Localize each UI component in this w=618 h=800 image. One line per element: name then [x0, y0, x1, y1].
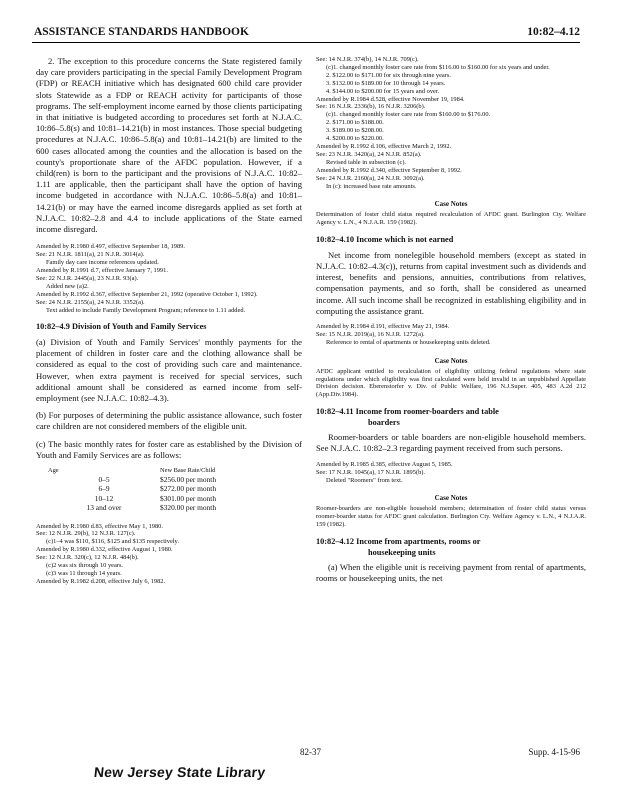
age-cell: 0–5	[98, 474, 110, 484]
history-line: See: 21 N.J.R. 1811(a), 21 N.J.R. 3014(a).	[36, 251, 145, 259]
section-heading	[316, 537, 586, 558]
supplement-date: Supp. 4-15-96	[528, 747, 580, 757]
history-line: See: 24 N.J.R. 2160(a), 24 N.J.R. 3092(a).	[316, 174, 425, 182]
history-line: Amended by R.1992 d.106, effective March 2, 1992.	[316, 142, 452, 150]
section-heading-line: 10:82–4.11 Income from roomer-boarders and table	[316, 407, 499, 417]
section-heading-line: boarders	[368, 417, 400, 427]
history-line: Text added to include Family Development Program; reference to 1.11 added.	[46, 306, 246, 314]
paragraph-c: (c) The basic monthly rates for foster care as established by the Division of Youth and Family Services are as follows:	[36, 438, 302, 460]
history-line: 2. $171.00 to $188.00.	[326, 119, 384, 127]
rate-cell: $272.00 per month	[160, 484, 217, 494]
right-column	[316, 56, 586, 585]
history-line: (c)1. changed monthly foster care rate from $160.00 to $176.00.	[326, 111, 491, 119]
history-line: See: 17 N.J.R. 1045(a), 17 N.J.R. 1895(b).	[316, 468, 425, 476]
history-line: Amended by R.1984 d.191, effective May 21, 1984.	[316, 322, 450, 330]
section-body: Net income from nonelegible household members (except as stated in N.J.A.C. 10:82–4.3(c)), returns from capital investment such as dividends and interest, benefits and pensions, annuities, contributions from relatives, compensation payments, and so forth, shall be considered as unearned income. All such income shall be recognized in establishing eligibility and in computing the assistance grant.	[316, 249, 586, 316]
history-note	[316, 323, 586, 347]
header-section-number: 10:82–4.12	[527, 26, 580, 38]
history-line: See: 14 N.J.R. 374(b), 14 N.J.R. 709(c).	[316, 56, 419, 63]
section-heading: 10:82–4.10 Income which is not earned	[316, 235, 454, 245]
case-note: AFDC applicant entitled to recalculation of eligibility utilizing federal regulations where state regulations under which eligibility was first calculated were held invalid in an unpublished Appellate Division decision. Eberenstorfer v. Div. of Public Welfare, 196 N.J.Super. 405, 483 A.2d 212 (App.Div.1984).	[316, 367, 586, 399]
history-line: (c)1–4 was $110, $116, $125 and $135 respectively.	[46, 538, 179, 546]
history-line: Amended by R.1984 d.528, effective November 19, 1984.	[316, 95, 465, 103]
table-header: Age	[48, 466, 59, 474]
history-line: (c)2 was six through 10 years.	[46, 562, 124, 570]
rate-cell: $256.00 per month	[160, 474, 217, 484]
history-line: Amended by R.1980 d.497, effective September 18, 1989.	[36, 243, 185, 251]
table-header: New Base Rate/Child	[160, 466, 216, 474]
history-line: See: 24 N.J.R. 2155(a), 24 N.J.R. 3352(a).	[36, 298, 145, 306]
history-line: Amended by R.1991 d.7, effective January 7, 1991.	[36, 266, 168, 274]
history-line: See: 16 N.J.R. 2336(b), 16 N.J.R. 3206(b).	[316, 103, 426, 111]
history-line: See: 12 N.J.R. 29(b), 12 N.J.R. 127(c).	[36, 530, 136, 538]
table-row	[48, 484, 216, 493]
history-line: See: 15 N.J.R. 2019(a), 16 N.J.R. 1272(a).	[316, 330, 425, 338]
section-heading	[316, 407, 586, 428]
history-note	[36, 523, 302, 586]
history-line: Family day care income references updated.	[46, 259, 159, 267]
history-line: Amended by R.1980 d.83, effective May 1, 1980.	[36, 522, 163, 530]
paragraph-a2: 2. The exception to this procedure concerns the State registered family day care providers participating in the special Family Development Program (FDP) or REACH initiative which has designated 600 child care provider slots Statewide as a FDP or REACH activity for participants of those programs. The self-employment income earned by those clients participating in that initiative is budgeted according to procedures set forth at N.J.A.C. 10:86–5.8(s) and 10:81–14.21(b) in most instances. Those special budgeting procedures at N.J.A.C. 10:86–5.8(a) and 10:81–14.21(b) are limited to the 600 cases allocated among the counties and the allocation is based on the county's proportionate share of the AFDC population. However, if a child(ren) is born to the participant and the provisions of N.J.A.C. 10:82–1.11 are applicable, then the participant shall have the option of having income budgeted in accordance with N.J.A.C. 10:86–5.8(a) and 10:81–14.21(b) or may have the earned income disregards applied as set forth at N.J.A.C. 10:82–2.8 and 4.4 to include applications of the State earned income disregard.	[36, 56, 302, 235]
history-line: Amended by R.1992 d.340, effective September 8, 1992.	[316, 166, 462, 174]
age-cell: 10–12	[94, 493, 114, 503]
header-title: ASSISTANCE STANDARDS HANDBOOK	[34, 26, 249, 38]
history-line: In (c): increased base rate amounts.	[326, 182, 417, 190]
left-column	[36, 56, 302, 586]
rate-cell: $320.00 per month	[160, 503, 217, 513]
history-note	[316, 461, 586, 485]
history-line: 4. $144.00 to $200.00 for 15 years and over.	[326, 87, 440, 95]
table-row	[48, 503, 216, 512]
history-line: (c)1. changed monthly foster care rate from $116.00 to $160.00 for six years and under.	[326, 63, 550, 71]
case-notes-heading: Case Notes	[434, 356, 468, 365]
history-line: Reference to rental of apartments or housekeeping units deleted.	[326, 338, 491, 346]
history-line: See: 12 N.J.R. 320(c), 12 N.J.R. 484(b).	[36, 554, 139, 562]
history-line: (c)3 was 11 through 14 years.	[46, 570, 122, 577]
history-note	[316, 56, 586, 190]
table-row	[48, 475, 216, 484]
history-line: Added new (a)2.	[46, 282, 89, 290]
age-cell: 13 and over	[86, 503, 122, 513]
page-number: 82-37	[300, 747, 321, 757]
section-body: Roomer-boarders or table boarders are non-eligible household members. See N.J.A.C. 10:82–2.3 regarding payment received from such persons.	[316, 432, 586, 454]
section-body: (a) When the eligible unit is receiving payment from rental of apartments, rooms or housekeeping units, the net	[316, 562, 586, 584]
running-header	[32, 26, 580, 43]
case-note: Roomer-boarders are non-eligible household members; determination of foster child status versus roomer-boarder status for AFDC grant calculation. Burlington Cty. Welfare Agency v. L.N., 4 N.J.A.R. 159 (1982).	[316, 505, 586, 529]
rate-cell: $301.00 per month	[160, 493, 217, 503]
history-line: Deleted "Roomers" from text.	[326, 476, 403, 484]
history-line: See: 23 N.J.R. 3420(a), 24 N.J.R. 852(a).	[316, 150, 422, 158]
history-line: Revised table in subsection (c).	[326, 158, 407, 166]
section-heading: 10:82–4.9 Division of Youth and Family Services	[36, 322, 207, 332]
age-cell: 6–9	[98, 484, 110, 494]
history-line: Amended by R.1980 d.332, effective August 1, 1980.	[36, 546, 173, 554]
paragraph-a: (a) Division of Youth and Family Services' monthly payments for the placement of children in foster care and the clothing allowance shall be considered as equal to the cost of providing such care and maintenance. However, when extra payment is received for special services, such additional amount shall be considered as earned income from self-employment (see N.J.A.C. 10:82–4.3).	[36, 336, 302, 403]
history-line: 3. $132.00 to $189.00 for 10 through 14 years.	[326, 79, 446, 87]
history-line: 2. $122.00 to $171.00 for six through nine years.	[326, 71, 451, 79]
case-notes-heading: Case Notes	[434, 494, 468, 503]
section-heading-line: 10:82–4.12 Income from apartments, rooms or	[316, 537, 481, 547]
paragraph-b: (b) For purposes of determining the public assistance allowance, such foster care children are not considered members of the eligible unit.	[36, 410, 302, 432]
library-stamp: New Jersey State Library	[93, 764, 267, 780]
section-heading-line: housekeeping units	[368, 547, 436, 557]
table-row	[48, 494, 216, 503]
history-line: 3. $189.00 to $208.00.	[326, 127, 384, 135]
history-note	[36, 243, 302, 314]
case-notes-heading: Case Notes	[434, 200, 468, 209]
history-line: See: 22 N.J.R. 2445(a), 23 N.J.R. 93(a).	[36, 274, 139, 282]
history-line: Amended by R.1992 d.367, effective September 21, 1992 (operative October 1, 1992).	[36, 290, 258, 298]
history-line: 4. $200.00 to $220.00.	[326, 135, 384, 143]
case-note: Determination of foster child status required recalculation of AFDC grant. Burlington Cty. Welfare Agency v. L.N., 4 N.J.A.R. 159 (1982).	[316, 211, 586, 227]
history-line: Amended by R.1985 d.385, effective August 5, 1985.	[316, 460, 453, 468]
history-line: Amended by R.1982 d.208, effective July 6, 1982.	[36, 577, 166, 585]
foster-care-rate-table	[48, 467, 216, 513]
